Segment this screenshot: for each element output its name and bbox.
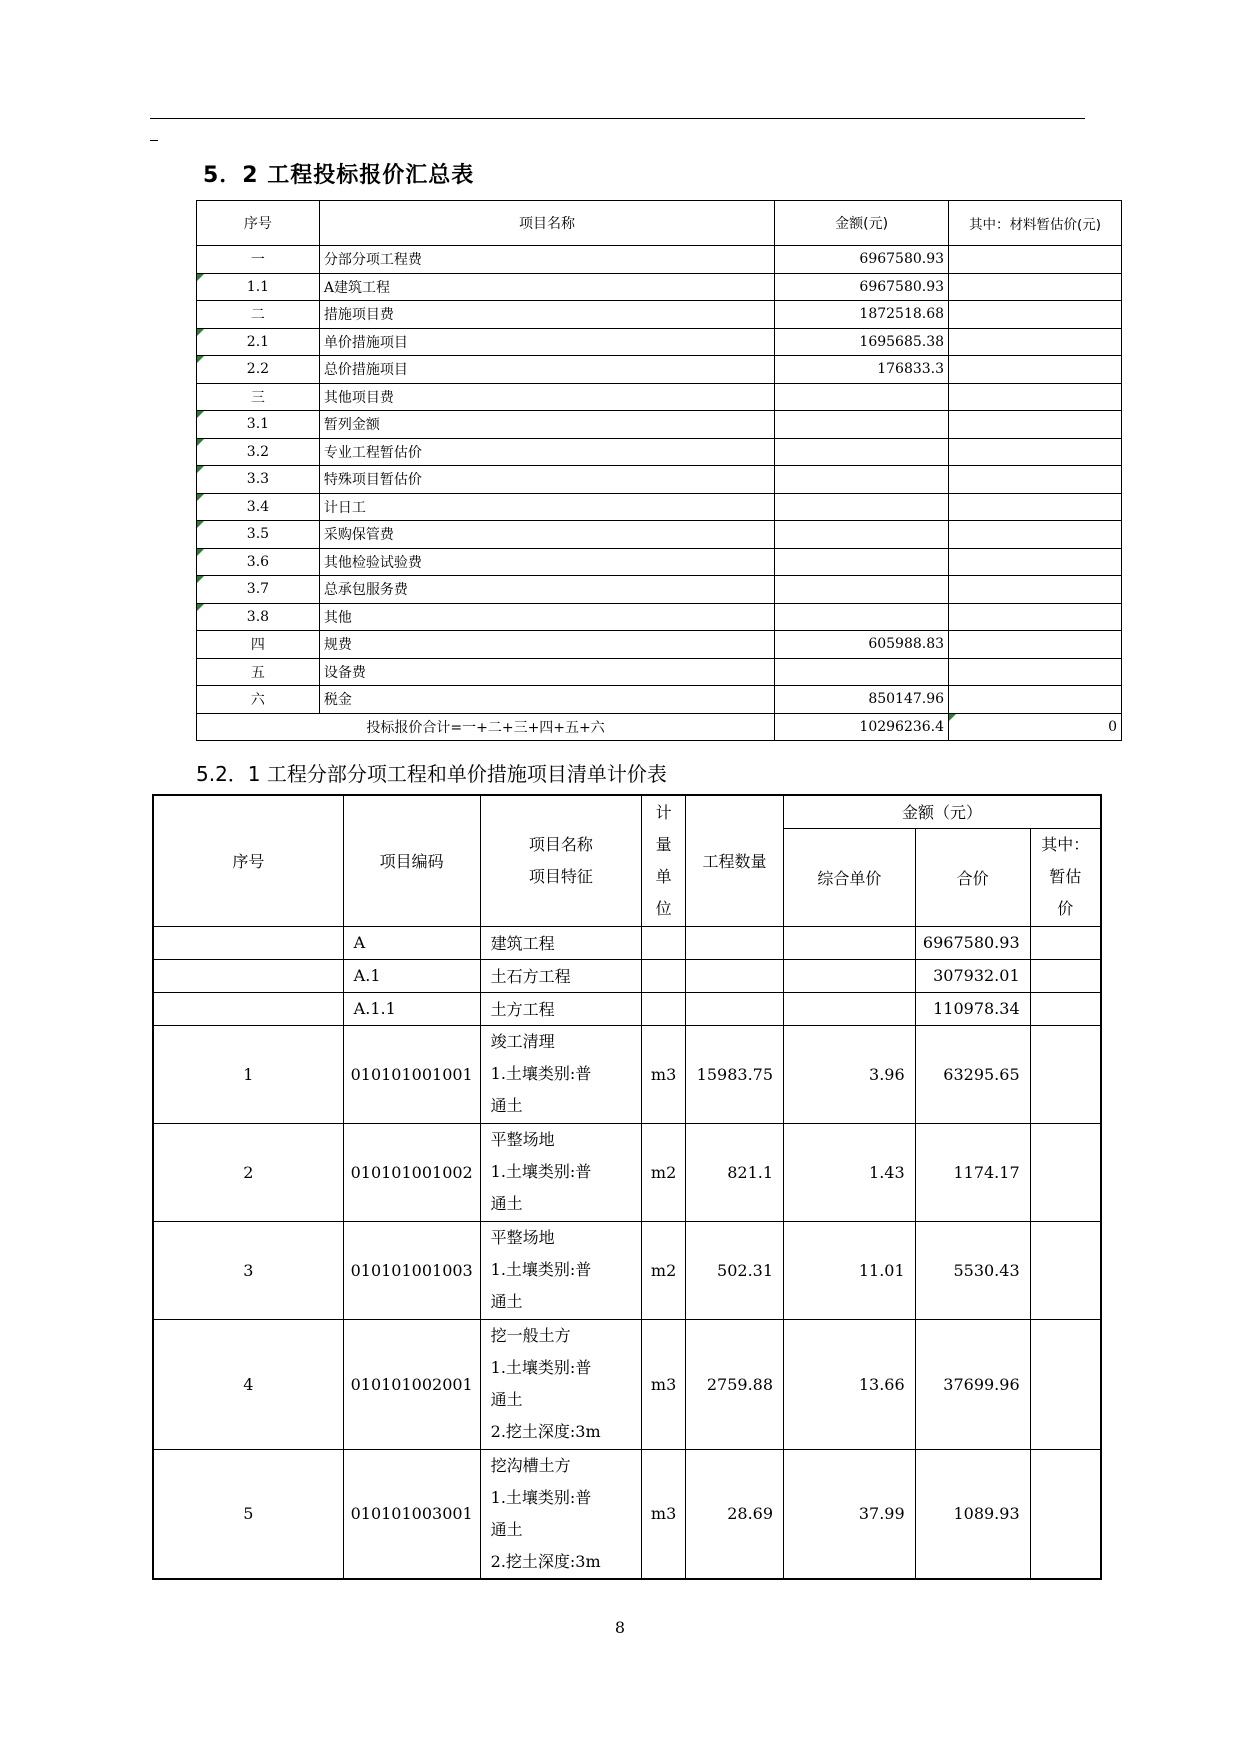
summary-cell-est xyxy=(949,466,1122,494)
detail-feature-line: 挖一般土方 xyxy=(490,1326,571,1345)
summary-cell-amount xyxy=(775,603,949,631)
detail-cell-code: 010101001003 xyxy=(343,1221,480,1319)
detail-header-est-line: 其中： xyxy=(1041,835,1090,854)
summary-cell-est xyxy=(949,631,1122,659)
summary-cell-no: 3.7 xyxy=(197,576,320,604)
summary-header-name: 项目名称 xyxy=(319,201,774,246)
summary-cell-no: 2.1 xyxy=(197,328,320,356)
summary-cell-amount xyxy=(775,521,949,549)
summary-cell-name: 其他检验试验费 xyxy=(319,548,774,576)
summary-row xyxy=(197,603,1122,631)
detail-feature-line: 1.土壤类别:普 xyxy=(490,1358,592,1377)
summary-cell-est xyxy=(949,603,1122,631)
summary-row xyxy=(197,328,1122,356)
summary-cell-name: 总价措施项目 xyxy=(319,356,774,384)
detail-cell-total: 37699.96 xyxy=(915,1319,1030,1449)
detail-cell-price xyxy=(784,959,916,992)
summary-row xyxy=(197,438,1122,466)
detail-table xyxy=(152,794,1102,1580)
detail-cell-total: 6967580.93 xyxy=(915,926,1030,959)
summary-row xyxy=(197,273,1122,301)
detail-cell-unit xyxy=(642,926,686,959)
summary-cell-name: 设备费 xyxy=(319,658,774,686)
detail-feature-line: 通土 xyxy=(490,1096,523,1115)
header-dash xyxy=(150,140,158,141)
detail-cell-unit xyxy=(642,992,686,1025)
summary-cell-amount xyxy=(775,438,949,466)
summary-cell-est xyxy=(949,576,1122,604)
detail-feature-line: 1.土壤类别:普 xyxy=(490,1064,592,1083)
summary-cell-no: 六 xyxy=(197,686,320,714)
summary-cell-amount: 1872518.68 xyxy=(775,301,949,329)
detail-cell-total: 1174.17 xyxy=(915,1123,1030,1221)
summary-cell-no: 3.3 xyxy=(197,466,320,494)
detail-header-unit-price: 综合单价 xyxy=(784,828,916,926)
summary-total-label: 投标报价合计=一+二+三+四+五+六 xyxy=(197,713,775,741)
subsection-title: 5.2．1 工程分部分项工程和单价措施项目清单计价表 xyxy=(196,762,667,786)
summary-cell-no: 1.1 xyxy=(197,273,320,301)
detail-feature-line: 通土 xyxy=(490,1390,523,1409)
detail-cell-qty: 502.31 xyxy=(686,1221,784,1319)
detail-cell-name: 土方工程 xyxy=(480,992,642,1025)
summary-cell-name: 措施项目费 xyxy=(319,301,774,329)
summary-cell-amount: 6967580.93 xyxy=(775,273,949,301)
detail-cell-unit: m2 xyxy=(642,1221,686,1319)
summary-cell-name: 专业工程暂估价 xyxy=(319,438,774,466)
detail-cell-price: 1.43 xyxy=(784,1123,916,1221)
detail-cell-price: 11.01 xyxy=(784,1221,916,1319)
detail-cell-qty xyxy=(686,926,784,959)
page-number: 8 xyxy=(614,1618,626,1637)
summary-row xyxy=(197,631,1122,659)
summary-cell-amount: 605988.83 xyxy=(775,631,949,659)
summary-cell-amount: 1695685.38 xyxy=(775,328,949,356)
detail-item-row xyxy=(153,1319,1101,1449)
detail-feature-line: 平整场地 xyxy=(490,1228,555,1247)
detail-cell-price: 3.96 xyxy=(784,1025,916,1123)
detail-cell-name: 建筑工程 xyxy=(480,926,642,959)
detail-cell-code: 010101001002 xyxy=(343,1123,480,1221)
summary-cell-est xyxy=(949,246,1122,274)
summary-total-est: 0 xyxy=(949,713,1122,741)
summary-cell-amount xyxy=(775,493,949,521)
summary-cell-no: 一 xyxy=(197,246,320,274)
detail-cell-name xyxy=(480,1123,642,1221)
detail-header-unit-char: 位 xyxy=(655,898,672,918)
detail-header-unit-char: 计 xyxy=(655,802,672,822)
summary-row xyxy=(197,466,1122,494)
detail-cell-code: A.1.1 xyxy=(343,992,480,1025)
summary-row xyxy=(197,548,1122,576)
detail-cell-unit: m3 xyxy=(642,1319,686,1449)
summary-cell-name: A建筑工程 xyxy=(319,273,774,301)
summary-row xyxy=(197,301,1122,329)
summary-row xyxy=(197,356,1122,384)
detail-header-no: 序号 xyxy=(153,795,343,926)
summary-cell-name: 分部分项工程费 xyxy=(319,246,774,274)
detail-cell-total: 110978.34 xyxy=(915,992,1030,1025)
detail-header-unit xyxy=(642,795,686,926)
summary-cell-amount xyxy=(775,411,949,439)
summary-cell-amount: 6967580.93 xyxy=(775,246,949,274)
summary-cell-amount xyxy=(775,383,949,411)
summary-cell-name: 其他 xyxy=(319,603,774,631)
detail-cell-no: 2 xyxy=(153,1123,343,1221)
summary-cell-no: 二 xyxy=(197,301,320,329)
detail-feature-line: 通土 xyxy=(490,1194,523,1213)
summary-cell-est xyxy=(949,548,1122,576)
detail-cell-est xyxy=(1030,959,1101,992)
summary-cell-no: 五 xyxy=(197,658,320,686)
detail-header-name-line2: 项目特征 xyxy=(528,866,593,886)
detail-cell-name xyxy=(480,1221,642,1319)
summary-row xyxy=(197,576,1122,604)
summary-cell-no: 3.2 xyxy=(197,438,320,466)
detail-cell-no: 5 xyxy=(153,1449,343,1579)
detail-feature-line: 1.土壤类别:普 xyxy=(490,1487,592,1507)
detail-cell-est xyxy=(1030,1319,1101,1449)
summary-header-amount: 金额(元) xyxy=(775,201,949,246)
summary-cell-name: 税金 xyxy=(319,686,774,714)
summary-header-row xyxy=(197,201,1122,246)
detail-cell-unit: m2 xyxy=(642,1123,686,1221)
detail-cell-price xyxy=(784,926,916,959)
detail-header-unit-char: 量 xyxy=(655,834,672,854)
summary-cell-est xyxy=(949,356,1122,384)
detail-cell-code: 010101003001 xyxy=(343,1449,480,1579)
summary-row xyxy=(197,493,1122,521)
detail-cell-code: 010101001001 xyxy=(343,1025,480,1123)
summary-total-amount: 10296236.4 xyxy=(775,713,949,741)
detail-cell-total: 307932.01 xyxy=(915,959,1030,992)
summary-cell-est xyxy=(949,411,1122,439)
summary-header-no: 序号 xyxy=(197,201,320,246)
detail-cell-code: 010101002001 xyxy=(343,1319,480,1449)
detail-feature-line: 2.挖土深度:3m xyxy=(490,1422,601,1441)
summary-cell-no: 3.6 xyxy=(197,548,320,576)
detail-header-est xyxy=(1030,828,1101,926)
section-title: 5．2 工程投标报价汇总表 xyxy=(203,163,475,188)
detail-cell-no xyxy=(153,926,343,959)
detail-cell-est xyxy=(1030,1221,1101,1319)
summary-cell-name: 特殊项目暂估价 xyxy=(319,466,774,494)
detail-cell-qty: 15983.75 xyxy=(686,1025,784,1123)
summary-cell-name: 暂列金额 xyxy=(319,411,774,439)
detail-cell-qty xyxy=(686,992,784,1025)
detail-header-code: 项目编码 xyxy=(343,795,480,926)
detail-feature-line: 通土 xyxy=(490,1292,523,1311)
detail-cell-name: 土石方工程 xyxy=(480,959,642,992)
detail-cell-no: 3 xyxy=(153,1221,343,1319)
summary-cell-amount xyxy=(775,548,949,576)
summary-cell-name: 计日工 xyxy=(319,493,774,521)
detail-cell-qty: 28.69 xyxy=(686,1449,784,1579)
detail-cell-no xyxy=(153,992,343,1025)
detail-cell-no: 1 xyxy=(153,1025,343,1123)
detail-header-unit-char: 单 xyxy=(655,866,672,886)
detail-header-qty: 工程数量 xyxy=(686,795,784,926)
detail-feature-line: 1.土壤类别:普 xyxy=(490,1162,592,1181)
detail-cell-total: 1089.93 xyxy=(915,1449,1030,1579)
detail-item-row xyxy=(153,1221,1101,1319)
summary-cell-no: 3.5 xyxy=(197,521,320,549)
summary-cell-est xyxy=(949,438,1122,466)
summary-cell-no: 3.8 xyxy=(197,603,320,631)
detail-cell-est xyxy=(1030,926,1101,959)
summary-cell-no: 3.1 xyxy=(197,411,320,439)
detail-item-row xyxy=(153,1123,1101,1221)
detail-cell-unit xyxy=(642,959,686,992)
summary-cell-name: 单价措施项目 xyxy=(319,328,774,356)
detail-group-row xyxy=(153,959,1101,992)
summary-row xyxy=(197,411,1122,439)
detail-feature-line: 挖沟槽土方 xyxy=(490,1455,571,1475)
summary-total-row xyxy=(197,713,1122,741)
detail-feature-line: 2.挖土深度:3m xyxy=(490,1551,601,1571)
detail-item-row xyxy=(153,1025,1101,1123)
summary-cell-est xyxy=(949,328,1122,356)
detail-cell-price: 13.66 xyxy=(784,1319,916,1449)
detail-header-amount-group: 金额（元） xyxy=(784,795,1101,828)
detail-feature-line: 1.土壤类别:普 xyxy=(490,1260,592,1279)
summary-cell-no: 3.4 xyxy=(197,493,320,521)
summary-cell-no: 四 xyxy=(197,631,320,659)
detail-header-name xyxy=(480,795,642,926)
detail-cell-total: 5530.43 xyxy=(915,1221,1030,1319)
summary-cell-est xyxy=(949,658,1122,686)
summary-header-est: 其中：材料暂估价(元) xyxy=(949,201,1122,246)
summary-cell-amount: 850147.96 xyxy=(775,686,949,714)
detail-group-row xyxy=(153,992,1101,1025)
summary-row xyxy=(197,686,1122,714)
detail-cell-qty: 821.1 xyxy=(686,1123,784,1221)
summary-cell-amount: 176833.3 xyxy=(775,356,949,384)
summary-cell-amount xyxy=(775,576,949,604)
detail-cell-code: A.1 xyxy=(343,959,480,992)
summary-row xyxy=(197,246,1122,274)
detail-cell-code: A xyxy=(343,926,480,959)
summary-table xyxy=(196,200,1122,741)
detail-cell-total: 63295.65 xyxy=(915,1025,1030,1123)
summary-row xyxy=(197,521,1122,549)
summary-cell-name: 规费 xyxy=(319,631,774,659)
detail-feature-line: 竣工清理 xyxy=(490,1032,555,1051)
detail-cell-qty xyxy=(686,959,784,992)
detail-cell-est xyxy=(1030,1025,1101,1123)
summary-cell-est xyxy=(949,383,1122,411)
detail-cell-qty: 2759.88 xyxy=(686,1319,784,1449)
summary-cell-est xyxy=(949,521,1122,549)
summary-cell-est xyxy=(949,493,1122,521)
summary-row xyxy=(197,383,1122,411)
detail-cell-no xyxy=(153,959,343,992)
detail-feature-line: 通土 xyxy=(490,1519,523,1539)
detail-cell-est xyxy=(1030,1449,1101,1579)
detail-feature-line: 平整场地 xyxy=(490,1130,555,1149)
detail-header-est-line: 暂估 xyxy=(1049,867,1082,886)
summary-row xyxy=(197,658,1122,686)
detail-header-total: 合价 xyxy=(915,828,1030,926)
detail-header-name-line1: 项目名称 xyxy=(528,834,593,854)
detail-cell-name xyxy=(480,1449,642,1579)
summary-cell-amount xyxy=(775,466,949,494)
header-rule xyxy=(150,118,1085,119)
summary-cell-name: 总承包服务费 xyxy=(319,576,774,604)
summary-cell-amount xyxy=(775,658,949,686)
summary-cell-name: 其他项目费 xyxy=(319,383,774,411)
summary-cell-name: 采购保管费 xyxy=(319,521,774,549)
detail-group-row xyxy=(153,926,1101,959)
detail-cell-price xyxy=(784,992,916,1025)
detail-cell-no: 4 xyxy=(153,1319,343,1449)
detail-cell-unit: m3 xyxy=(642,1449,686,1579)
summary-cell-est xyxy=(949,686,1122,714)
detail-cell-est xyxy=(1030,1123,1101,1221)
detail-cell-est xyxy=(1030,992,1101,1025)
summary-cell-no: 三 xyxy=(197,383,320,411)
detail-cell-unit: m3 xyxy=(642,1025,686,1123)
detail-header-est-line: 价 xyxy=(1057,899,1074,918)
summary-cell-no: 2.2 xyxy=(197,356,320,384)
summary-cell-est xyxy=(949,301,1122,329)
detail-cell-name xyxy=(480,1025,642,1123)
detail-item-row xyxy=(153,1449,1101,1579)
summary-cell-est xyxy=(949,273,1122,301)
detail-cell-price: 37.99 xyxy=(784,1449,916,1579)
detail-cell-name xyxy=(480,1319,642,1449)
detail-header-row-1 xyxy=(153,795,1101,828)
